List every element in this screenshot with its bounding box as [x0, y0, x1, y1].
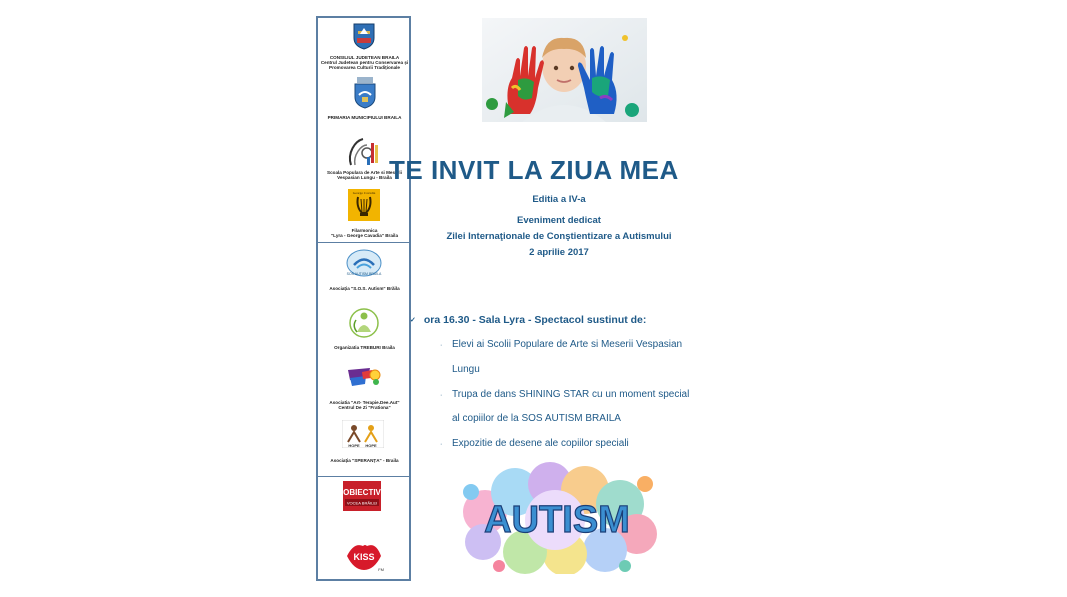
logo-text: KISS	[353, 552, 375, 562]
bullet-icon: ·	[440, 392, 443, 399]
page-title: TE INVIT LA ZIUA MEA	[389, 155, 679, 185]
list-item: Lungu	[452, 364, 480, 375]
partners-sidebar	[316, 16, 411, 581]
kiss-radio-logo	[344, 539, 386, 573]
bullet-icon: ·	[440, 441, 443, 448]
dedication-line-2: Zilei Internaţionale de Conştientizare a Autismului	[446, 231, 672, 242]
art-terapie-logo	[346, 366, 382, 388]
partner-caption: Filarmonica "Lyra - George Cavadia" Braila	[331, 228, 398, 238]
logo-text: FM	[378, 567, 384, 572]
lyre-logo	[348, 189, 380, 221]
obiectiv-logo	[343, 481, 381, 511]
partner-caption: PRIMARIA MUNICIPIULUI BRAILA	[327, 115, 402, 120]
partner-caption: CONSILIUL JUDETEAN BRAILA Centrul Judetean pentru Conservarea și Promovarea Culturii Tradiționale	[320, 55, 409, 70]
partner-caption: Organizatia TREBURI Braila	[334, 345, 395, 350]
checkmark-icon: ✓	[410, 317, 416, 325]
sidebar-divider	[318, 476, 409, 477]
autism-banner	[455, 462, 660, 574]
sidebar-divider	[318, 242, 409, 243]
list-item: al copiilor de la SOS AUTISM BRAILA	[452, 413, 621, 424]
speranta-hope-logo	[342, 420, 384, 448]
schedule-heading: ✓ ora 16.30 - Sala Lyra - Spectacol sustinut de:	[410, 314, 647, 326]
partner-caption: Asociația "S.O.S. Autism" Brăila	[329, 286, 400, 291]
logo-text: George Cavadia	[352, 191, 376, 195]
logo-text: SOS AUTISM BRAILA	[346, 272, 382, 276]
logo-text: HOPE	[365, 443, 377, 448]
autism-text: AUTISM	[484, 499, 630, 541]
list-item: · Expozitie de desene ale copiilor speciali	[440, 438, 629, 449]
partner-caption: Asociația "SPERANȚA" - Braila	[330, 458, 399, 463]
braila-city-crest-icon	[354, 77, 376, 109]
list-item: · Trupa de dans SHINING STAR cu un moment special	[440, 389, 690, 400]
event-date: 2 aprilie 2017	[529, 247, 589, 258]
dedication-line-1: Eveniment dedicat	[517, 215, 601, 226]
list-item: · Elevi ai Scolii Populare de Arte si Meserii Vespasian	[440, 339, 683, 350]
scoala-populara-arte-logo	[345, 135, 381, 169]
partner-caption: Asociatia "Art- Terapie.Dee.Aut" Centrul De Zi "Frationa"	[329, 400, 400, 410]
logo-text: OBIECTIV	[343, 488, 381, 497]
child-painted-hands-photo	[482, 18, 647, 122]
sos-autism-logo	[345, 248, 383, 278]
logo-text: HOPE	[348, 443, 360, 448]
partner-caption: Scoala Populara de Arte si Meserii Vespasian Lungu - Braila	[327, 170, 402, 180]
treburi-logo	[348, 306, 380, 340]
bullet-icon: ·	[440, 342, 443, 349]
judet-coat-of-arms-icon	[352, 22, 376, 50]
logo-text: VOCEA BRĂILEI	[346, 500, 378, 506]
edition-label: Editia a IV-a	[532, 194, 586, 205]
